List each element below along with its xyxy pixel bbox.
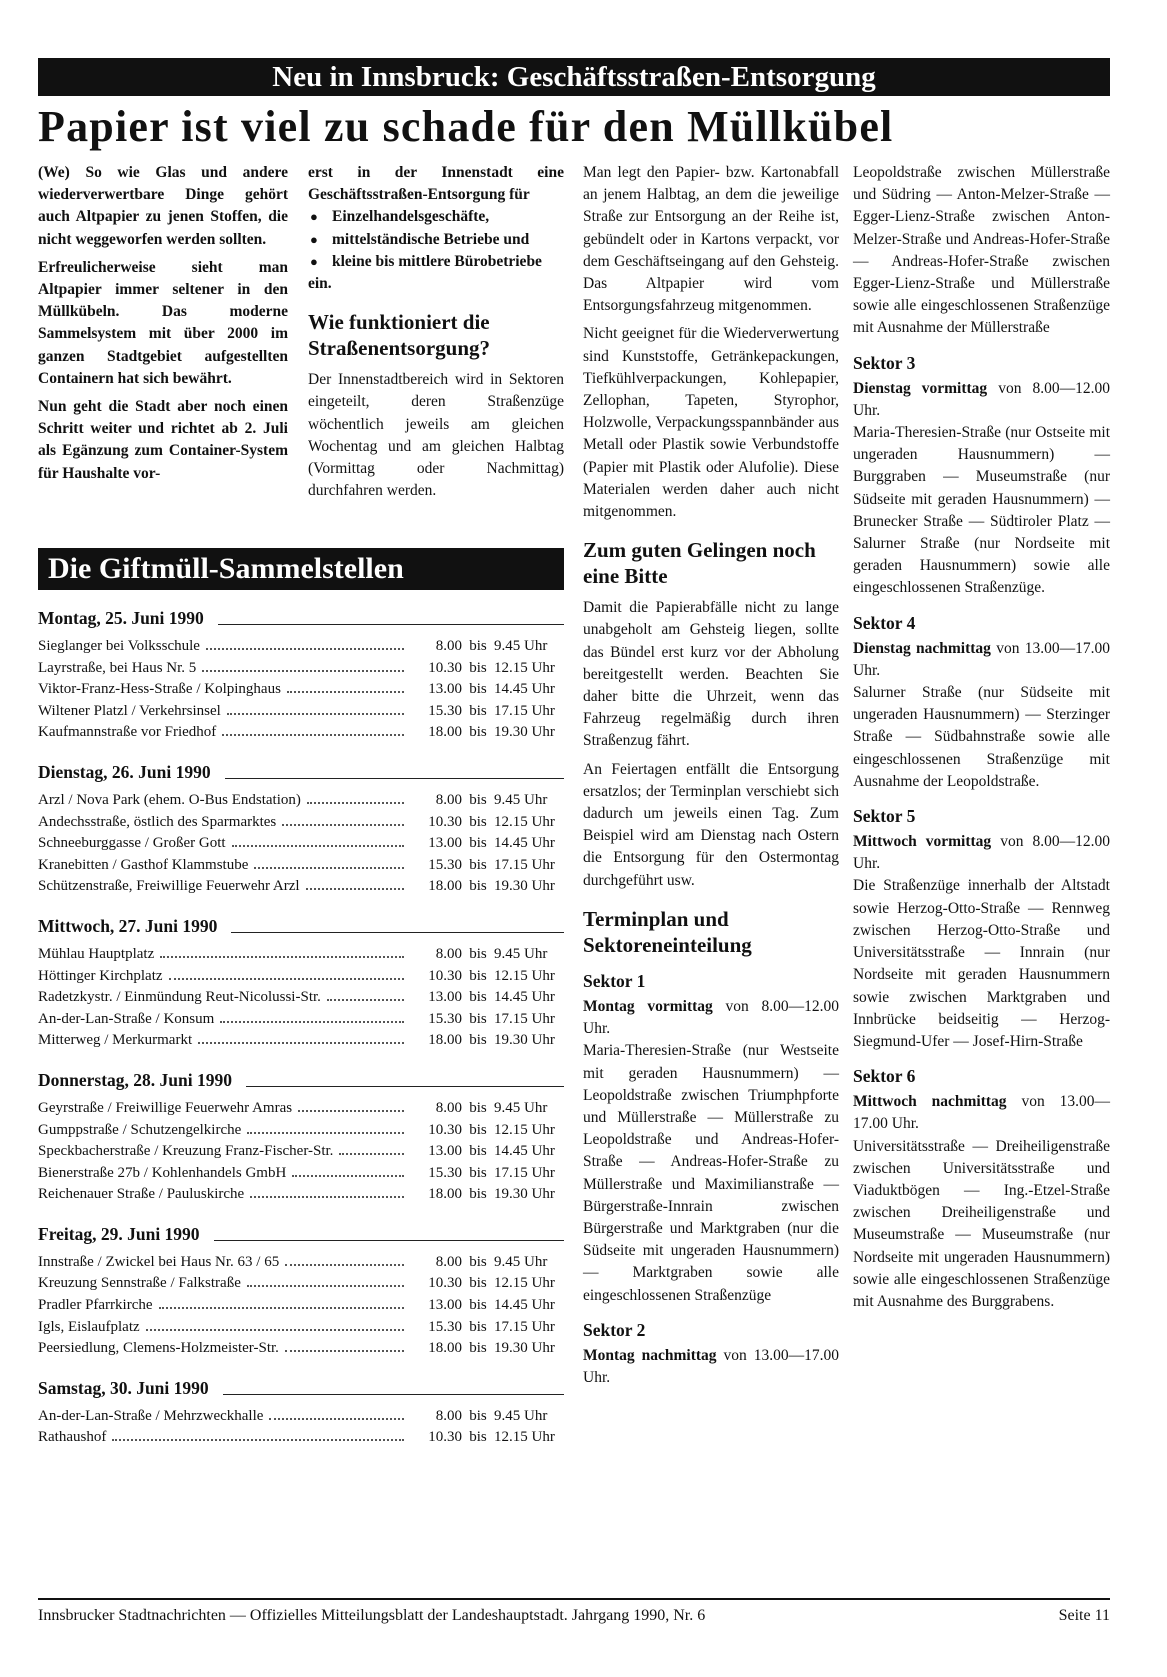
- sector-2-title: Sektor 2: [583, 1319, 646, 1340]
- start-time: 13.00: [428, 1143, 462, 1160]
- end-time: 17.15 Uhr: [494, 702, 555, 719]
- dot-leader: [247, 1132, 404, 1134]
- start-time: 8.00: [435, 945, 462, 962]
- page-footer: [38, 1598, 1110, 1626]
- schedule-day-heading: [38, 1376, 564, 1400]
- start-time: 15.30: [428, 702, 462, 719]
- dot-leader: [232, 845, 404, 847]
- time-separator: bis: [469, 1143, 487, 1160]
- start-time: 8.00: [435, 1407, 462, 1424]
- end-time: 12.15 Uhr: [494, 813, 555, 830]
- sector-1-time: Montag vormittag von 8.00—12.00 Uhr.: [583, 997, 839, 1038]
- schedule-row: [38, 1098, 564, 1120]
- time-separator: bis: [469, 681, 487, 698]
- end-time: 14.45 Uhr: [494, 835, 555, 852]
- bullet-list: [308, 206, 564, 273]
- schedule-row: [38, 833, 564, 855]
- intro-paragraph: erst in der Innenstadt eine Geschäftsstraßen-Entsorgung für: [308, 164, 564, 204]
- dot-leader: [307, 802, 404, 804]
- schedule-day-heading: [38, 760, 564, 784]
- bullet-item: ● Einzelhandelsgeschäfte,: [308, 206, 564, 228]
- dot-leader: [250, 1196, 404, 1198]
- dot-leader: [222, 734, 404, 736]
- schedule-row: [38, 790, 564, 812]
- kicker-banner: Neu in Innsbruck: Geschäftsstraßen-Entsorgung: [38, 58, 1110, 96]
- sector-1-text: Maria-Theresien-Straße (nur Westseite mit geraden Hausnummern) — Leopoldstraße zwischen Triumphpforte und Müllerstraße — Müllerstraße zu Leopoldstraße und Andreas-Hofer-Straße — Andreas-Hofer-Straße zu Müllerstraße und Maximilianstraße — Bürgerstraße-Innrain zwischen Bürgerstraße und Marktgraben (nur die Südseite mit ungeraden Hausnummern) — Marktgraben sowie alle eingeschlossenen Straßenzüge: [583, 1042, 839, 1304]
- dot-leader: [198, 1042, 404, 1044]
- location-name: Reichenauer Straße / Pauluskirche: [38, 1186, 245, 1203]
- footer-publication: Innsbrucker Stadtnachrichten — Offizielles Mitteilungsblatt der Landeshauptstadt. Jahrgang 1990, Nr. 6: [38, 1607, 706, 1624]
- body-paragraph: Man legt den Papier- bzw. Kartonabfall an jenem Halbtag, an dem die jeweilige Straße zur Entsorgung an der Reihe ist, gebündelt oder in Kartons verpackt, vor dem Geschäftseingang auf den Gehsteig. Das Altpapier wird vom Entsorgungsfahrzeug mitgenommen.: [583, 164, 839, 315]
- location-name: Layrstraße, bei Haus Nr. 5: [38, 659, 197, 676]
- schedule-row: [38, 1406, 564, 1428]
- dot-leader: [112, 1439, 404, 1441]
- end-time: 17.15 Uhr: [494, 1010, 555, 1027]
- location-name: Kreuzung Sennstraße / Falkstraße: [38, 1275, 241, 1292]
- location-name: Sieglanger bei Volksschule: [38, 638, 200, 654]
- schedule-row: [38, 636, 564, 658]
- time-separator: bis: [469, 1253, 487, 1270]
- dot-leader: [285, 1264, 404, 1266]
- start-time: 10.30: [428, 659, 462, 676]
- end-time: 19.30 Uhr: [494, 724, 555, 741]
- dot-leader: [306, 888, 404, 890]
- sector-6-text: Universitätsstraße — Dreiheiligenstraße zwischen Universitätsstraße und Viaduktbögen — Ing.-Etzel-Straße zwischen Dreiheiligenstraße und Museumstraße — Museumstraße (nur Nordseite mit ungeraden Hausnummern) sowie alle eingeschlossenen Straßenzüge mit Ausnahme des Burggrabens.: [853, 1137, 1110, 1310]
- schedule-row: [38, 1427, 564, 1449]
- location-name: Mühlau Hauptplatz: [38, 945, 155, 962]
- end-time: 9.45 Uhr: [494, 1407, 548, 1424]
- end-time: 19.30 Uhr: [494, 1340, 555, 1357]
- schedule-day: [38, 1068, 564, 1206]
- location-name: Pradler Pfarrkirche: [38, 1297, 153, 1314]
- sector-5-text: Die Straßenzüge innerhalb der Altstadt sowie Herzog-Otto-Straße — Rennweg zwischen Herzog-Otto-Straße und Universitätsstraße — Innrain (nur Nordseite mit geraden Hausnummern sowie zwischen Marktgraben und Innbrücke beidseitig — Herzog-Siegmund-Ufer — Josef-Hirn-Straße: [853, 877, 1110, 1050]
- schedule-row: [38, 1184, 564, 1206]
- intro-paragraph: Erfreulicherweise sieht man Altpapier immer seltener in den Müllkübeln. Das moderne Sammelsystem mit über 2000 im ganzen Stadtgebiet aufgestellten Containern hat sich bewährt.: [38, 258, 288, 387]
- sector-3-text: Maria-Theresien-Straße (nur Ostseite mit ungeraden Hausnummern) — Burggraben — Museumstraße (nur Südseite mit geraden Hausnummern) — Brunecker Straße — Südtiroler Platz — Salurner Straße (nur Nordseite mit geraden Hausnummern) sowie alle eingeschlossenen Straßenzüge.: [853, 424, 1110, 597]
- time-separator: bis: [469, 967, 487, 984]
- column-1: [38, 162, 288, 491]
- sector-2-text: Leopoldstraße zwischen Müllerstraße und Südring — Anton-Melzer-Straße — Egger-Lienz-Straße zwischen Anton-Melzer-Straße und Andreas-Hofer-Straße — Andreas-Hofer-Straße zwischen Egger-Lienz-Straße und Müllerstraße sowie alle eingeschlossenen Straßenzüge mit Ausnahme der Müllerstraße: [853, 164, 1110, 337]
- time-separator: bis: [469, 1407, 487, 1424]
- time-separator: bis: [469, 1318, 487, 1335]
- time-separator: bis: [469, 1164, 487, 1181]
- sector-6-time: Mittwoch nachmittag von 13.00—17.00 Uhr.: [853, 1093, 1110, 1133]
- section-heading: Zum guten Gelingen noch eine Bitte: [583, 538, 816, 589]
- schedule-row: [38, 1338, 564, 1360]
- location-name: Höttinger Kirchplatz: [38, 967, 163, 984]
- sector-4-title: Sektor 4: [853, 612, 916, 633]
- end-time: 14.45 Uhr: [494, 1297, 555, 1314]
- schedule-day-heading: [38, 1068, 564, 1092]
- heading-rule: [223, 1394, 564, 1395]
- schedule-row: [38, 1141, 564, 1163]
- schedule-day: [38, 1222, 564, 1360]
- dot-leader: [169, 978, 404, 980]
- start-time: 13.00: [428, 989, 462, 1006]
- page-headline: Papier ist viel zu schade für den Müllkübel: [38, 102, 894, 151]
- end-time: 12.15 Uhr: [494, 659, 555, 676]
- start-time: 10.30: [428, 1121, 462, 1138]
- start-time: 10.30: [428, 1275, 462, 1292]
- time-separator: bis: [469, 1121, 487, 1138]
- schedule-date: Freitag, 29. Juni 1990: [38, 1223, 200, 1244]
- time-separator: bis: [469, 989, 487, 1006]
- location-name: Kranebitten / Gasthof Klammstube: [38, 856, 249, 873]
- dot-leader: [298, 1110, 404, 1112]
- heading-rule: [231, 932, 564, 933]
- start-time: 8.00: [435, 638, 462, 654]
- location-name: Geyrstraße / Freiwillige Feuerwehr Amras: [38, 1099, 293, 1116]
- location-name: Innstraße / Zwickel bei Haus Nr. 63 / 65: [38, 1253, 280, 1270]
- schedule-day: [38, 760, 564, 898]
- end-time: 14.45 Uhr: [494, 989, 555, 1006]
- time-separator: bis: [469, 1429, 487, 1446]
- end-time: 9.45 Uhr: [494, 1099, 548, 1116]
- newspaper-page: [38, 58, 1111, 1624]
- start-time: 8.00: [435, 791, 462, 808]
- end-time: 12.15 Uhr: [494, 1275, 555, 1292]
- sector-4-time: Dienstag nachmittag von 13.00—17.00 Uhr.: [853, 639, 1110, 679]
- location-name: Wiltener Platzl / Verkehrsinsel: [38, 702, 221, 719]
- end-time: 17.15 Uhr: [494, 1164, 555, 1181]
- location-name: Viktor-Franz-Hess-Straße / Kolpinghaus: [38, 681, 281, 698]
- end-time: 9.45 Uhr: [494, 638, 548, 654]
- column-2: [308, 162, 564, 508]
- schedule-row: [38, 1009, 564, 1031]
- time-separator: bis: [469, 1297, 487, 1314]
- end-time: 14.45 Uhr: [494, 681, 555, 698]
- end-time: 12.15 Uhr: [494, 967, 555, 984]
- intro-paragraph-end: ein.: [308, 275, 332, 293]
- schedule-row: [38, 876, 564, 898]
- start-time: 18.00: [428, 1340, 462, 1357]
- schedule-row: [38, 1030, 564, 1052]
- dot-leader: [339, 1153, 404, 1155]
- schedule-day-heading: [38, 914, 564, 938]
- intro-paragraph: Nun geht die Stadt aber noch einen Schritt weiter und richtet ab 2. Juli als Egänzung zum Container-System für Haushalte vor-: [38, 398, 288, 482]
- schedule-date: Montag, 25. Juni 1990: [38, 608, 204, 628]
- schedule-row: [38, 722, 564, 744]
- start-time: 18.00: [428, 1186, 462, 1203]
- location-name: Kaufmannstraße vor Friedhof: [38, 724, 217, 741]
- location-name: An-der-Lan-Straße / Konsum: [38, 1010, 215, 1027]
- sector-5-time: Mittwoch vormittag von 8.00—12.00 Uhr.: [853, 833, 1111, 873]
- schedule-row: [38, 987, 564, 1009]
- location-name: Peersiedlung, Clemens-Holzmeister-Str.: [38, 1340, 279, 1357]
- time-separator: bis: [469, 1010, 487, 1027]
- start-time: 10.30: [428, 1429, 462, 1446]
- dot-leader: [282, 824, 404, 826]
- end-time: 9.45 Uhr: [494, 791, 548, 808]
- dot-leader: [292, 1175, 404, 1177]
- start-time: 15.30: [428, 1010, 462, 1027]
- time-separator: bis: [469, 638, 487, 654]
- end-time: 14.45 Uhr: [494, 1143, 555, 1160]
- location-name: Arzl / Nova Park (ehem. O-Bus Endstation): [38, 791, 301, 808]
- schedule-row: [38, 1317, 564, 1339]
- location-name: Bienerstraße 27b / Kohlenhandels GmbH: [38, 1164, 287, 1181]
- sector-2-time: Montag nachmittag von 13.00—17.00 Uhr.: [583, 1346, 840, 1386]
- schedule-date: Samstag, 30. Juni 1990: [38, 1377, 209, 1398]
- sector-4-text: Salurner Straße (nur Südseite mit ungeraden Hausnummern) — Sterzinger Straße — Südbahnstraße sowie alle eingeschlossenen Straßenzüge mit Ausnahme der Leopoldstraße.: [853, 684, 1110, 790]
- schedule-day-heading: [38, 606, 564, 630]
- dot-leader: [227, 713, 404, 715]
- section-heading: Terminplan und Sektoreneinteilung: [583, 906, 752, 957]
- schedule-day-heading: [38, 1222, 564, 1246]
- schedule-row: [38, 1273, 564, 1295]
- giftmuell-box: [38, 548, 564, 1449]
- heading-rule: [214, 1240, 564, 1241]
- schedule-row: [38, 944, 564, 966]
- end-time: 17.15 Uhr: [494, 856, 555, 873]
- dot-leader: [269, 1418, 404, 1420]
- sector-1-title: Sektor 1: [583, 970, 646, 991]
- time-separator: bis: [469, 702, 487, 719]
- location-name: Speckbacherstraße / Kreuzung Franz-Fischer-Str.: [38, 1143, 334, 1160]
- end-time: 19.30 Uhr: [494, 1186, 555, 1203]
- start-time: 13.00: [428, 835, 462, 852]
- body-paragraph: Der Innenstadtbereich wird in Sektoren eingeteilt, deren Straßenzüge wöchentlich jeweils am gleichen Wochentag und am gleichen Halbtag (Vormittag oder Nachmittag) durchfahren werden.: [308, 371, 564, 500]
- page-number: Seite 11: [1058, 1607, 1110, 1624]
- schedule-date: Donnerstag, 28. Juni 1990: [38, 1069, 232, 1090]
- start-time: 15.30: [428, 1318, 462, 1335]
- start-time: 13.00: [428, 1297, 462, 1314]
- time-separator: bis: [469, 1186, 487, 1203]
- bullet-item: ● mittelständische Betriebe und: [308, 229, 564, 251]
- time-separator: bis: [469, 659, 487, 676]
- schedule-row: [38, 658, 564, 680]
- dot-leader: [327, 999, 404, 1001]
- schedule-row: [38, 966, 564, 988]
- start-time: 8.00: [435, 1099, 462, 1116]
- schedule-list: [38, 606, 564, 1449]
- start-time: 18.00: [428, 878, 462, 895]
- time-separator: bis: [469, 813, 487, 830]
- dot-leader: [285, 1350, 404, 1352]
- time-separator: bis: [469, 835, 487, 852]
- location-name: Schneeburggasse / Großer Gott: [38, 835, 226, 852]
- bullet-item: ● kleine bis mittlere Bürobetriebe: [308, 251, 564, 273]
- sector-3-time: Dienstag vormittag von 8.00—12.00 Uhr.: [853, 379, 1110, 419]
- dot-leader: [247, 1285, 404, 1287]
- sector-6-title: Sektor 6: [853, 1066, 916, 1087]
- column-4: [853, 162, 1110, 1319]
- end-time: 9.45 Uhr: [494, 1253, 548, 1270]
- schedule-row: [38, 812, 564, 834]
- dot-leader: [206, 648, 404, 650]
- start-time: 8.00: [435, 1253, 462, 1270]
- dot-leader: [159, 1307, 404, 1309]
- time-separator: bis: [469, 878, 487, 895]
- dot-leader: [160, 956, 404, 958]
- end-time: 12.15 Uhr: [494, 1121, 555, 1138]
- body-paragraph: Nicht geeignet für die Wiederverwertung sind Kunststoffe, Getränkepackungen, Tiefkühlverpackungen, Kohlepapier, Zellophan, Tapeten, Styrophor, Holzwolle, Verpackungsspannbänder aus Metall oder Plastik sowie Verbundstoffe (Papier mit Plastik oder Alufolie). Diese Materialen werden daher auch nicht mitgenommen.: [583, 325, 839, 521]
- schedule-row: [38, 1295, 564, 1317]
- heading-rule: [225, 778, 564, 779]
- dot-leader: [254, 867, 404, 869]
- schedule-row: [38, 855, 564, 877]
- schedule-day: [38, 606, 564, 744]
- start-time: 15.30: [428, 1164, 462, 1181]
- location-name: Rathaushof: [38, 1429, 107, 1446]
- giftmuell-title: Die Giftmüll-Sammelstellen: [38, 548, 564, 590]
- sector-5-title: Sektor 5: [853, 806, 916, 827]
- dot-leader: [202, 670, 404, 672]
- start-time: 10.30: [428, 813, 462, 830]
- schedule-row: [38, 1252, 564, 1274]
- column-3: [583, 162, 839, 1389]
- end-time: 9.45 Uhr: [494, 945, 548, 962]
- schedule-day: [38, 1376, 564, 1449]
- time-separator: bis: [469, 791, 487, 808]
- location-name: An-der-Lan-Straße / Mehrzweckhalle: [38, 1407, 264, 1424]
- schedule-date: Dienstag, 26. Juni 1990: [38, 761, 211, 782]
- end-time: 19.30 Uhr: [494, 878, 555, 895]
- sector-3-title: Sektor 3: [853, 352, 916, 373]
- location-name: Gumppstraße / Schutzengelkirche: [38, 1121, 242, 1138]
- time-separator: bis: [469, 945, 487, 962]
- heading-rule: [246, 1086, 564, 1087]
- time-separator: bis: [469, 856, 487, 873]
- schedule-row: [38, 1120, 564, 1142]
- heading-rule: [218, 624, 564, 625]
- location-name: Radetzkystr. / Einmündung Reut-Nicolussi-Str.: [38, 989, 321, 1006]
- location-name: Schützenstraße, Freiwillige Feuerwehr Arzl: [38, 878, 300, 895]
- section-heading: Wie funktioniert die Straßenentsorgung?: [308, 310, 491, 361]
- location-name: Andechsstraße, östlich des Sparmarktes: [38, 813, 277, 830]
- body-paragraph: Damit die Papierabfälle nicht zu lange unabgeholt am Gehsteig liegen, sollte das Bündel erst kurz vor der Abholung bereitgestellt werden. Beachten Sie daher bitte die Uhrzeit, wenn das Fahrzeug regelmäßig durch ihren Straßenzug fährt.: [583, 599, 839, 750]
- end-time: 12.15 Uhr: [494, 1429, 555, 1446]
- schedule-day: [38, 914, 564, 1052]
- time-separator: bis: [469, 1275, 487, 1292]
- schedule-row: [38, 701, 564, 723]
- end-time: 17.15 Uhr: [494, 1318, 555, 1335]
- time-separator: bis: [469, 1032, 487, 1049]
- dot-leader: [146, 1329, 404, 1331]
- location-name: Igls, Eislaufplatz: [38, 1318, 140, 1335]
- schedule-row: [38, 679, 564, 701]
- schedule-row: [38, 1163, 564, 1185]
- dot-leader: [220, 1021, 404, 1023]
- location-name: Mitterweg / Merkurmarkt: [38, 1032, 193, 1049]
- start-time: 13.00: [428, 681, 462, 698]
- start-time: 15.30: [428, 856, 462, 873]
- intro-paragraph: (We) So wie Glas und andere wiederverwertbare Dinge gehört auch Altpapier zu jenen Stoffen, die nicht weggeworfen werden sollten.: [38, 164, 288, 248]
- start-time: 18.00: [428, 724, 462, 741]
- time-separator: bis: [469, 724, 487, 741]
- body-paragraph: An Feiertagen entfällt die Entsorgung ersatzlos; der Terminplan verschiebt sich dadurch um jeweils einen Tag. Zum Beispiel wird am Dienstag nach Ostern die Entsorgung für den Ostermontag durchgeführt usw.: [583, 760, 839, 889]
- start-time: 10.30: [428, 967, 462, 984]
- time-separator: bis: [469, 1340, 487, 1357]
- dot-leader: [287, 691, 404, 693]
- start-time: 18.00: [428, 1032, 462, 1049]
- end-time: 19.30 Uhr: [494, 1032, 555, 1049]
- schedule-date: Mittwoch, 27. Juni 1990: [38, 915, 218, 936]
- time-separator: bis: [469, 1099, 487, 1116]
